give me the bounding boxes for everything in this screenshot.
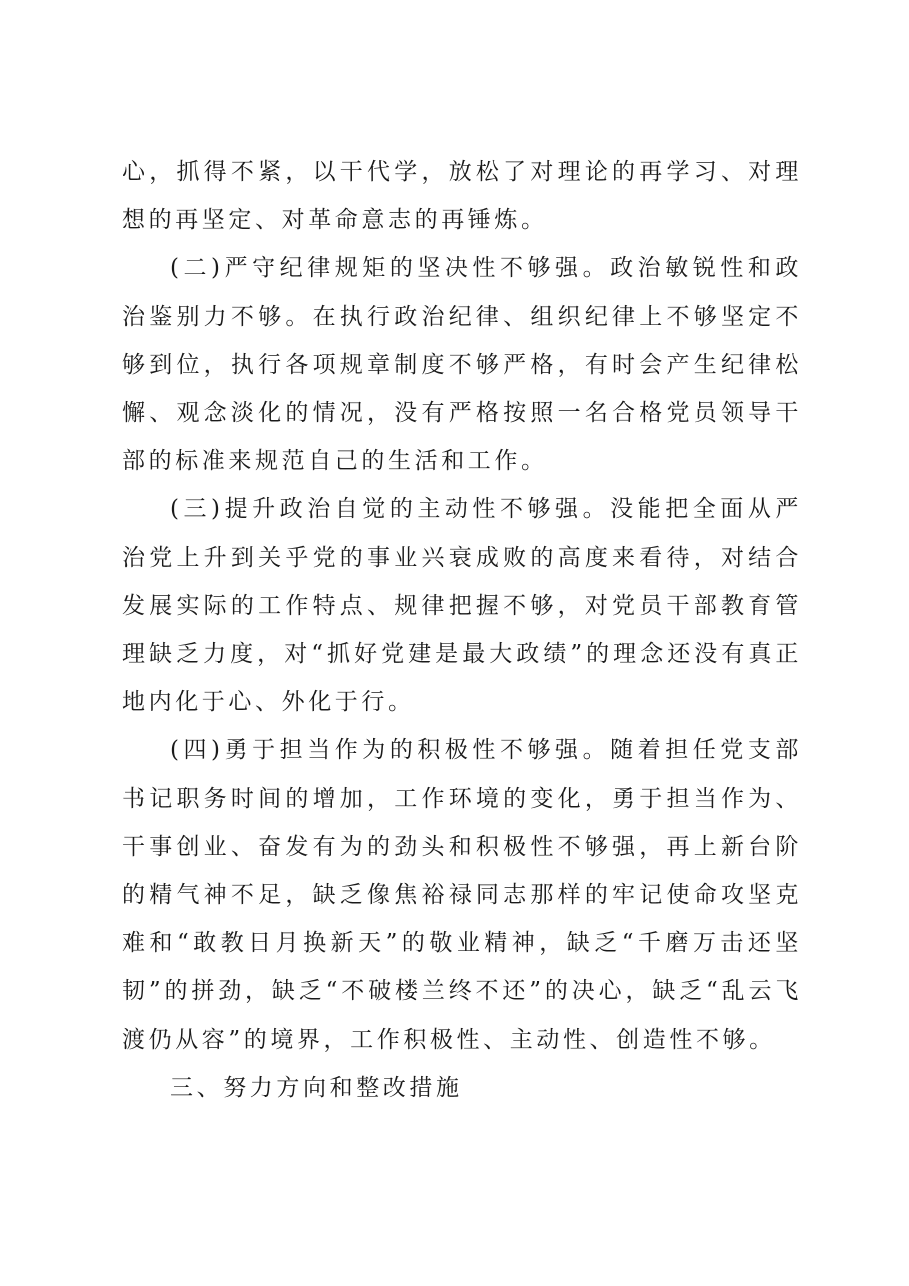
document-body	[122, 148, 802, 1112]
paragraph-section-2: (二)严守纪律规矩的坚决性不够强。政治敏锐性和政治鉴别力不够。在执行政治纪律、组织纪律上不够坚定不够到位，执行各项规章制度不够严格，有时会产生纪律松懈、观念淡化的情况，没有严格按照一名合格党员领导干部的标准来规范自己的生活和工作。	[122, 255, 802, 475]
section-heading-3: 三、努力方向和整改措施	[170, 1074, 463, 1101]
paragraph-continuation: 心，抓得不紧，以干代学，放松了对理论的再学习、对理想的再坚定、对革命意志的再锤炼。	[122, 159, 802, 234]
paragraph-section-4: (四)勇于担当作为的积极性不够强。随着担任党支部书记职务时间的增加，工作环境的变化，勇于担当作为、干事创业、奋发有为的劲头和积极性不够强，再上新台阶的精气神不足，缺乏像焦裕禄同志那样的牢记使命攻坚克难和“敢教日月换新天”的敬业精神，缺乏“千磨万击还坚韧”的拼劲，缺乏“不破楼兰终不还”的决心，缺乏“乱云飞渡仍从容”的境界，工作积极性、主动性、创造性不够。	[122, 737, 802, 1053]
paragraph-section-3: (三)提升政治自觉的主动性不够强。没能把全面从严治党上升到关乎党的事业兴衰成败的高度来看待，对结合发展实际的工作特点、规律把握不够，对党员干部教育管理缺乏力度，对“抓好党建是最大政绩”的理念还没有真正地内化于心、外化于行。	[122, 496, 802, 716]
